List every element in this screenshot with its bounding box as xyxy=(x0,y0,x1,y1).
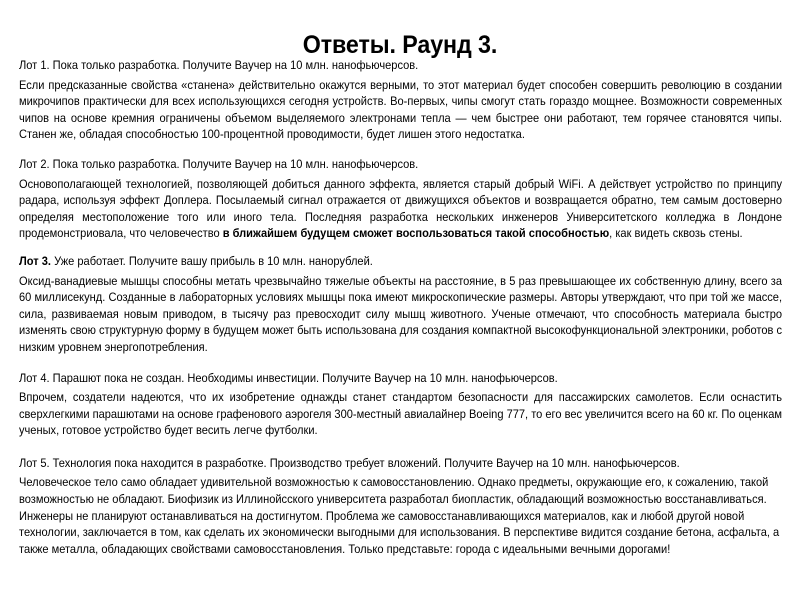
lot-body-1 xyxy=(19,78,782,144)
lot-body-4-part1: Впрочем, создатели надеются, что их изобретение однажды станет стандартом безопасности для пассажирских самолетов. Если оснастить сверхлегкими парашютами на основе графенового аэрогеля 300-местный авиалайнер Boeing 777, то его вес увеличится всего на 60 кг. По оценкам ученых, готовое устройство будет весить легче футболки. xyxy=(19,391,783,438)
lot-body-2-part1: Основополагающей технологией, позволяющей добиться данного эффекта, является старый добрый WiFi. А действует устройство по принципу радара, используя эффект Доплера. Посылаемый сигнал отражается от движущихся объектов и возвращается обратно, тем самым достоверно определяя местоположение того или иного тела. Последняя разработка нескольких инженеров Университетского колледжа в Лондоне продемонстриовала, что человечество xyxy=(19,177,783,241)
lot-body-1-part1: Если предсказанные свойства «станена» действительно окажутся верными, то этот материал будет способен совершить революцию в создании микрочипов практически для всех использующихся сегодня устройств. Во-первых, чипы смогут стать гораздо мощнее. Возможности современных чипов на основе кремния ограничены объемом выделяемого электронами тепла — чем быстрее они работают, тем горячее становятся чипы. Станен же, обладая способностью 100-процентной проводимости, будет лишен этого недостатка. xyxy=(19,78,783,142)
lot-heading-1 xyxy=(19,58,748,75)
lot-heading-2-text: Лот 2. Пока только разработка. Получите Ваучер на 10 млн. нанофьючерсов. xyxy=(19,157,419,171)
content-body xyxy=(19,58,782,558)
lot-heading-4 xyxy=(19,371,748,388)
lot-heading-4-text: Лот 4. Парашют пока не создан. Необходимы инвестиции. Получите Ваучер на 10 млн. нанофьючерсов. xyxy=(19,371,558,385)
lot-section-3 xyxy=(19,254,782,357)
lot-body-2 xyxy=(19,177,782,243)
lot-body-5 xyxy=(19,475,782,558)
lot-body-3-part1: Оксид-ванадиевые мышцы способны метать чрезвычайно тяжелые объекты на расстояние, в 5 раз превышающее их собственную длину, всего за 60 миллисекунд. Созданные в лабораторных условиях мышцы пока имеют микроскопические размеры. Авторы утверждают, что при той же массе, сила, развиваемая новым приводом, в тысячу раз превосходит силу мышц животного. Ученые отмечают, что способность материала быстро изменять свою структурную форму в будущем может быть использована для создания компактной высокофункциональной электроники, роботов с низким уровнем энергопотребления. xyxy=(19,274,783,354)
lot-section-5 xyxy=(19,456,782,559)
lot-heading-3 xyxy=(19,254,748,271)
lot-heading-1-text: Лот 1. Пока только разработка. Получите Ваучер на 10 млн. нанофьючерсов. xyxy=(19,59,419,72)
lot-section-1 xyxy=(19,58,782,144)
lot-body-5-part1: Человеческое тело само обладает удивительной возможностью к самовосстановлению. Однако предметы, окружающие его, к сожалению, такой возможностью не обладают. Биофизик из Иллинойсского университета разработал биопластик, обладающий возможностью восстанавливаться. Инженеры не планируют останавливаться на достигнутом. Проблема же самовосстанавливающихся материалов, как и любой другой новой технологии, заключается в том, как сделать их экономически выгодными для использования. В перспективе видится создание бетона, асфальта, а также металла, обладающих свойствами самовосстановления. Только представьте: города с идеальными вечными дорогами! xyxy=(19,476,780,556)
page-title: Ответы. Раунд 3. xyxy=(302,30,498,59)
lot-body-2-emphasis: в ближайшем будущем сможет воспользоваться такой способностью xyxy=(222,227,610,241)
lot-heading-3-bold-prefix: Лот 3. xyxy=(19,254,51,268)
lot-body-4 xyxy=(19,390,782,440)
lot-section-2 xyxy=(19,157,782,243)
lot-heading-2 xyxy=(19,157,748,174)
lot-section-4 xyxy=(19,371,782,440)
lot-heading-5 xyxy=(19,456,748,473)
lot-heading-3-text: Уже работает. Получите вашу прибыль в 10 млн. нанорублей. xyxy=(50,254,373,268)
lot-body-2-part2: , как видеть сквозь стены. xyxy=(609,227,743,241)
lot-body-3 xyxy=(19,274,782,357)
lot-heading-5-text: Лот 5. Технология пока находится в разработке. Производство требует вложений. Получите Ваучер на 10 млн. нанофьючерсов. xyxy=(19,456,680,470)
